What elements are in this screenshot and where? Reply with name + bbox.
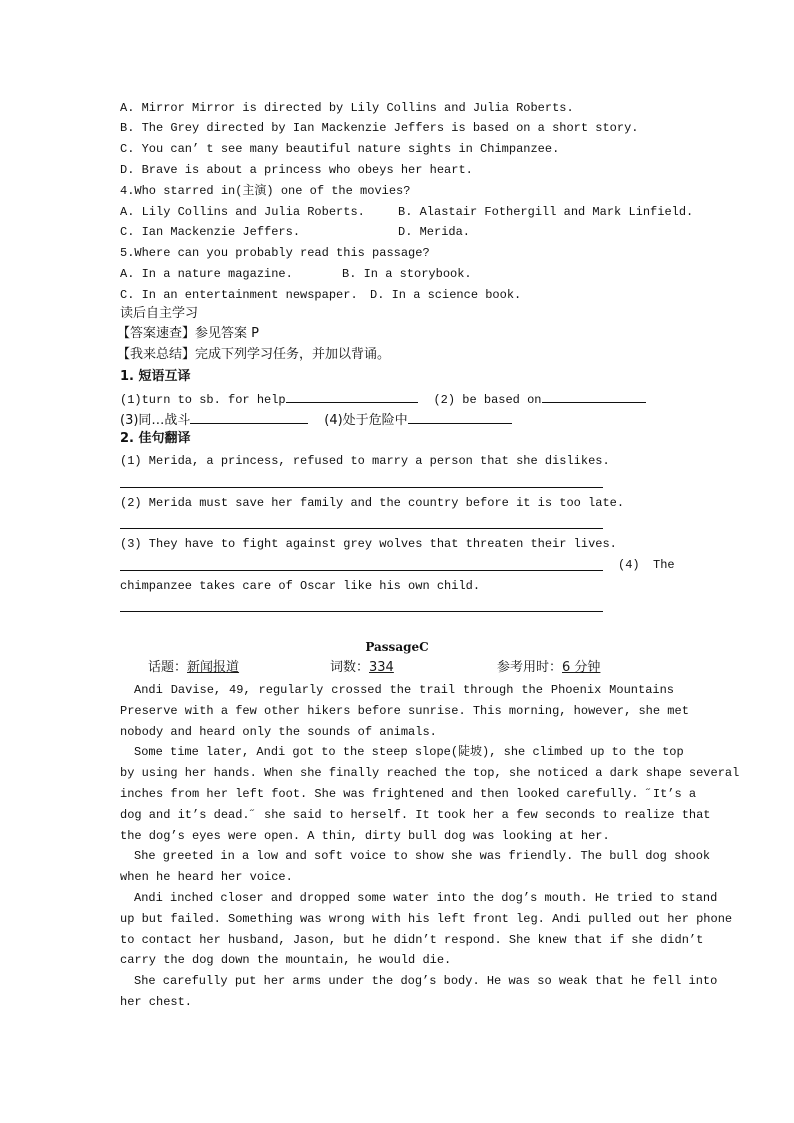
passage-line: to contact her husband, Jason, but he didn’t respond. She knew that if she didn’t xyxy=(120,933,704,947)
q4-option-d: D. Merida. xyxy=(398,225,471,239)
topic-label: 话题： xyxy=(148,660,188,675)
time-label: 参考用时： xyxy=(497,660,563,675)
passage-line: carry the dog down the mountain, he would die. xyxy=(120,953,452,967)
passage-line: nobody and heard only the sounds of animals. xyxy=(120,725,437,739)
q4-option-c: C. Ian Mackenzie Jeffers. xyxy=(120,225,301,239)
answer-check: 【答案速查】参见答案 P xyxy=(117,326,259,341)
q3-option-c: C. You can’ t see many beautiful nature sights in Chimpanzee. xyxy=(120,142,560,156)
passage-time xyxy=(497,660,600,676)
q5-option-d: D. In a science book. xyxy=(370,288,522,302)
passage-line: Andi inched closer and dropped some water into the dog’s mouth. He tried to stand xyxy=(134,891,718,905)
passage-line: She greeted in a low and soft voice to show she was friendly. The bull dog shook xyxy=(134,849,711,863)
sentence-4-number: (4) xyxy=(618,558,640,572)
sentence-3: (3) They have to fight against grey wolves that threaten their lives. xyxy=(120,537,617,551)
section1-heading: 1. 短语互译 xyxy=(120,369,191,384)
phrase-row-2 xyxy=(120,411,512,429)
self-study-heading: 读后自主学习 xyxy=(120,306,199,321)
q5-option-c: C. In an entertainment newspaper. xyxy=(120,288,358,302)
topic-value: 新闻报道 xyxy=(187,660,240,675)
time-value: 6 分钟 xyxy=(562,660,601,675)
q5-option-a: A. In a nature magazine. xyxy=(120,267,293,281)
words-value: 334 xyxy=(369,660,394,675)
answer-blank-2[interactable] xyxy=(542,390,646,403)
phrase-3: (3)同…战斗 xyxy=(120,413,191,428)
phrase-2: (2) be based on xyxy=(433,393,542,407)
q3-option-d: D. Brave is about a princess who obeys her heart. xyxy=(120,163,473,177)
passage-line: her chest. xyxy=(120,995,193,1009)
passage-line: dog and it’s dead.˝ she said to herself. It took her a few seconds to realize that xyxy=(120,808,711,822)
sentence-4-start: The xyxy=(653,558,675,572)
q5-question: 5.Where can you probably read this passage? xyxy=(120,246,430,260)
answer-line-1[interactable] xyxy=(120,487,603,488)
passage-line: Preserve with a few other hikers before sunrise. This morning, however, she met xyxy=(120,704,689,718)
q3-option-b: B. The Grey directed by Ian Mackenzie Jeffers is based on a short story. xyxy=(120,121,639,135)
phrase-row-1 xyxy=(120,390,646,408)
passage-line: inches from her left foot. She was frightened and then looked carefully. ˝It’s a xyxy=(120,787,697,801)
summary-instruction: 【我来总结】完成下列学习任务，并加以背诵。 xyxy=(117,347,391,362)
passage-line: Andi Davise, 49, regularly crossed the trail through the Phoenix Mountains xyxy=(134,683,674,697)
sentence-2: (2) Merida must save her family and the country before it is too late. xyxy=(120,496,625,510)
passage-line: by using her hands. When she finally reached the top, she noticed a dark shape several xyxy=(120,766,740,780)
passage-line: when he heard her voice. xyxy=(120,870,293,884)
section2-heading: 2. 佳句翻译 xyxy=(120,431,191,446)
passage-line: the dog’s eyes were open. A thin, dirty bull dog was looking at her. xyxy=(120,829,610,843)
passage-topic xyxy=(148,660,239,676)
answer-blank-4[interactable] xyxy=(408,411,512,424)
answer-blank-3[interactable] xyxy=(190,411,308,424)
q3-option-a: A. Mirror Mirror is directed by Lily Collins and Julia Roberts. xyxy=(120,101,574,115)
passage-line: Some time later, Andi got to the steep slope(陡坡), she climbed up to the top xyxy=(134,745,684,759)
passage-word-count xyxy=(330,660,394,676)
sentence-4: chimpanzee takes care of Oscar like his own child. xyxy=(120,579,481,593)
passage-title: PassageC xyxy=(365,640,429,654)
phrase-1: (1)turn to sb. for help xyxy=(120,393,286,407)
answer-line-3[interactable] xyxy=(120,570,603,571)
q5-option-b: B. In a storybook. xyxy=(342,267,472,281)
answer-blank-1[interactable] xyxy=(286,390,418,403)
q4-option-a: A. Lily Collins and Julia Roberts. xyxy=(120,205,365,219)
words-label: 词数： xyxy=(330,660,370,675)
passage-line: She carefully put her arms under the dog’s body. He was so weak that he fell into xyxy=(134,974,718,988)
answer-line-2[interactable] xyxy=(120,528,603,529)
sentence-1: (1) Merida, a princess, refused to marry a person that she dislikes. xyxy=(120,454,610,468)
phrase-4: (4)处于危险中 xyxy=(324,413,408,428)
q4-option-b: B. Alastair Fothergill and Mark Linfield. xyxy=(398,205,694,219)
passage-line: up but failed. Something was wrong with his left front leg. Andi pulled out her phone xyxy=(120,912,733,926)
q4-question: 4.Who starred in(主演) one of the movies? xyxy=(120,184,411,198)
answer-line-4[interactable] xyxy=(120,611,603,612)
